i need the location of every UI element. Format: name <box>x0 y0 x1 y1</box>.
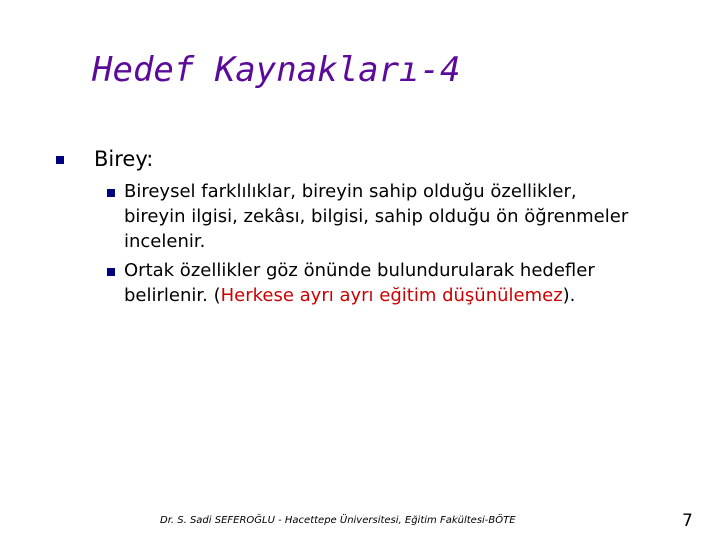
slide-footer: Dr. S. Sadi SEFEROĞLU - Hacettepe Üniversitesi, Eğitim Fakültesi-BÖTE <box>160 515 516 526</box>
sub-bullet-1-line-3: incelenir. <box>124 231 206 252</box>
sub-bullet-1-line-1: Bireysel farklılıklar, bireyin sahip olduğu özellikler, <box>124 181 577 202</box>
bullet-square-icon <box>56 156 64 164</box>
page-number: 7 <box>682 511 693 531</box>
slide-title: Hedef Kaynakları-4 <box>92 50 461 90</box>
sub-bullet-2-line-1: Ortak özellikler göz önünde bulundurularak hedefler <box>124 260 595 281</box>
bullet-birey: Birey: <box>94 147 154 171</box>
sub-bullet-2-text-start: belirlenir. ( <box>124 285 221 306</box>
sub-bullet-square-icon <box>107 189 115 197</box>
highlight-text: Herkese ayrı ayrı eğitim düşünülemez <box>220 285 563 306</box>
sub-bullet-square-icon <box>107 268 115 276</box>
sub-bullet-2-text-end: ). <box>562 285 576 306</box>
sub-bullet-2-line-2 <box>124 283 575 308</box>
sub-bullet-1-line-2: bireyin ilgisi, zekâsı, bilgisi, sahip olduğu ön öğrenmeler <box>124 206 629 227</box>
